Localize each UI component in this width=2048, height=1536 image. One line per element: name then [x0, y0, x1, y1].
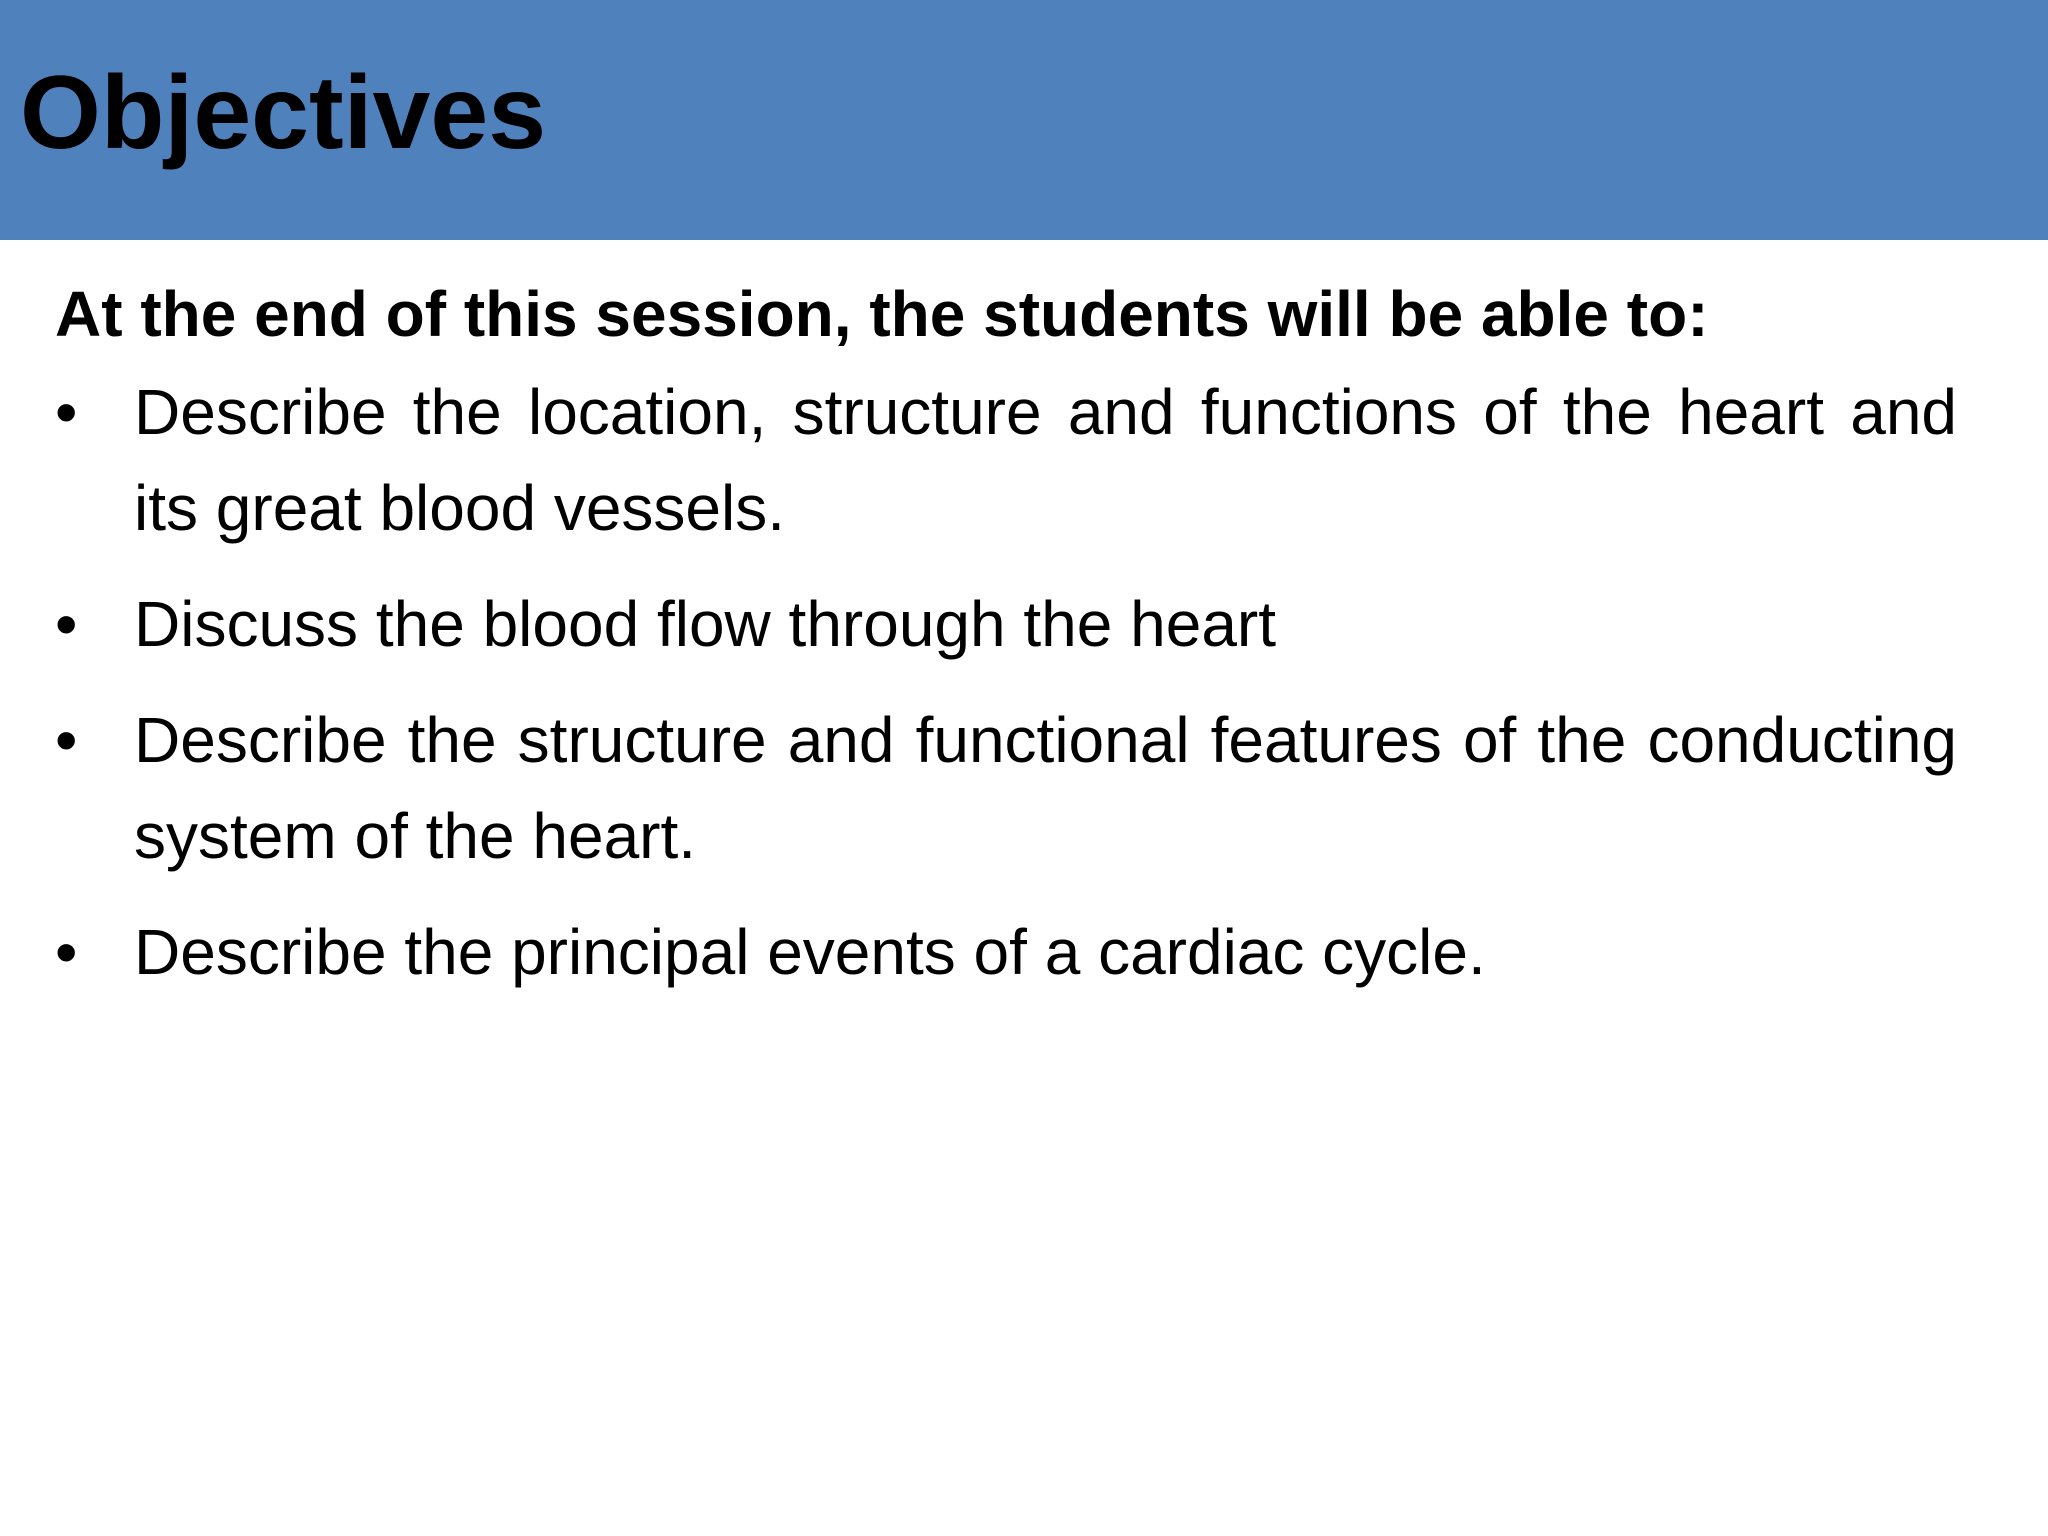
- list-item: [55, 904, 1957, 1000]
- list-item-text: Describe the structure and functional features of the conducting system of the heart.: [134, 704, 1957, 873]
- bullet-icon: •: [55, 704, 78, 777]
- list-item: [55, 364, 1957, 556]
- list-item-text: Discuss the blood flow through the heart: [134, 588, 1276, 661]
- bullet-icon: •: [55, 588, 78, 661]
- title-bar: [0, 0, 2048, 240]
- slide-title: Objectives: [20, 55, 547, 171]
- list-item: [55, 576, 1957, 672]
- objectives-list: [55, 364, 1957, 1000]
- list-item-text: Describe the location, structure and functions of the heart and its great blood vessels.: [134, 376, 1957, 545]
- list-item: [55, 692, 1957, 884]
- intro-text: At the end of this session, the students will be able to:: [55, 278, 1709, 350]
- slide-content: [55, 272, 1957, 1020]
- bullet-icon: •: [55, 376, 78, 449]
- list-item-text: Describe the principal events of a cardiac cycle.: [134, 916, 1486, 989]
- bullet-icon: •: [55, 916, 78, 989]
